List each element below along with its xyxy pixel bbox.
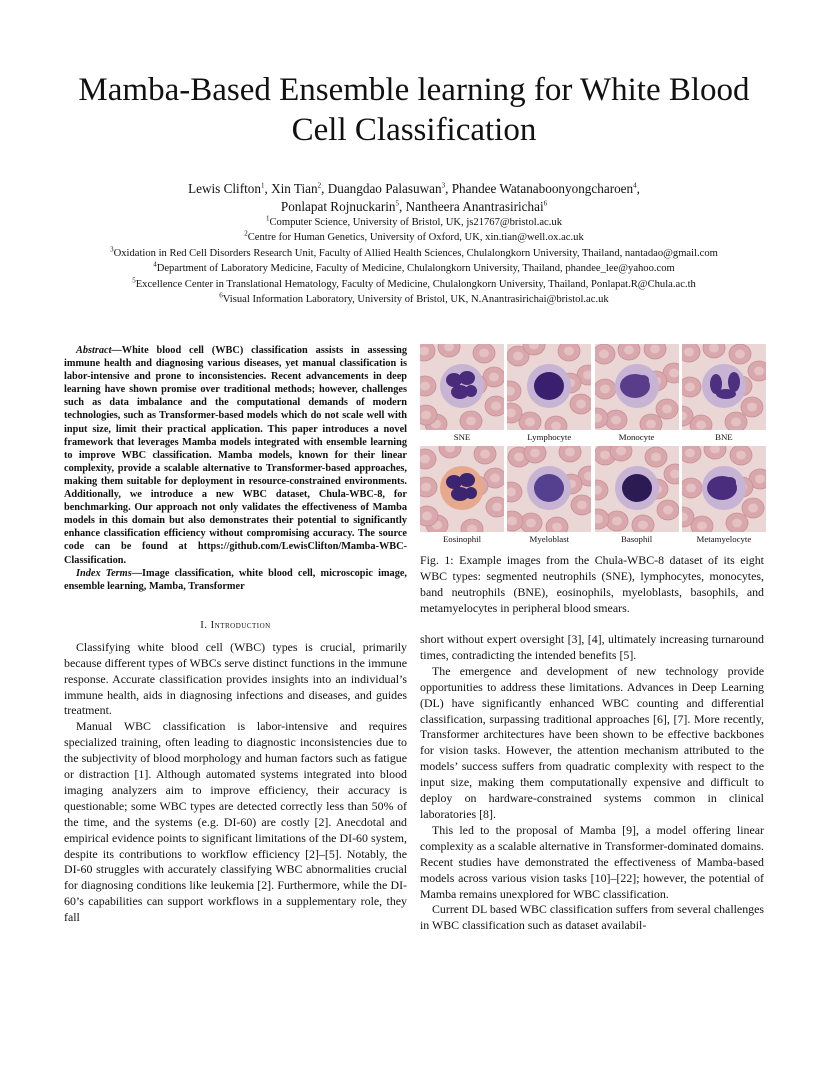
abstract-text: —White blood cell (WBC) classification assists in assessing immune health and diagnosing various diseases, yet manual classification is labor-intensive and prone to inconsistencies. Recent advancements in deep learning have shown promise over traditional methods; however, challenges such as data imbalance and the computational demands of modern technologies, such as Transformer-based models which do not scale well with input size, limit their practical application. This paper introduces a novel framework that leverages Mamba models integrated with ensemble learning to improve WBC classification. Mamba models, known for their linear complexity, provide a scalable alternative to Transformer-based approaches, making them suitable for deployment in resource-constrained environments. Additionally, we introduce a new WBC dataset, Chula-WBC-8, for benchmarking. Our approach not only validates the effectiveness of Mamba models in this domain but also demonstrates their potential to significantly enhance classification efficiency without compromising accuracy. The source code can be found at https://github.com/LewisClifton/Mamba-WBC-Classification. — [64, 345, 407, 566]
abstract — [64, 344, 407, 567]
affiliation-sup: 2 — [244, 229, 248, 238]
title-line-2: Cell Classification — [291, 112, 537, 148]
figure-label-lymphocyte: Lymphocyte — [527, 432, 572, 442]
arxiv-id-text — [0, 280, 3, 760]
figure-label-sne: SNE — [453, 432, 471, 442]
affiliation — [30, 230, 798, 245]
figure-label-bne: BNE — [715, 432, 733, 442]
affiliation — [30, 215, 798, 230]
affiliation-text: Centre for Human Genetics, University of Oxford, UK, xin.tian@well.ox.ac.uk — [247, 232, 584, 244]
affiliation — [30, 292, 798, 307]
wbc-image-metamyelocyte — [682, 446, 766, 532]
figure-label-eosinophil: Eosinophil — [442, 534, 482, 544]
author-line-1: Lewis Clifton$^1$, Xin Tian$^2$, Duangdao Palasuwan$^3$, Phandee Watanaboonyongcharoen$^4$, — [188, 181, 640, 196]
wbc-image-eosinophil — [420, 446, 504, 532]
figure-label-monocyte: Monocyte — [618, 432, 655, 442]
left-column — [64, 344, 407, 926]
affiliation-sup: 6 — [219, 291, 223, 300]
affiliation — [30, 277, 798, 292]
affiliation — [30, 261, 798, 276]
body-paragraph: Current DL based WBC classification suffers from several challenges in WBC classification such as dataset availabil- — [420, 902, 764, 933]
affiliation-sup: 4 — [153, 260, 157, 269]
wbc-image-sne — [420, 344, 504, 430]
index-terms-label: Index Terms — [76, 567, 132, 579]
author-sup: 5 — [395, 199, 399, 208]
body-paragraph: The emergence and development of new technology provide opportunities to address these limitations. Advances in Deep Learning (DL) have significantly enhanced WBC counting and differential classification, surpassing traditional approaches [6], [7]. More recently, Transformer architectures have been shown to be effective backbones for vision tasks. However, the attention mechanism attributed to the models’ success suffers from quadratic complexity with respect to the input size, making them computationally expensive and difficult to deploy on hardware-constrained systems common in clinical laboratories [8]. — [420, 663, 764, 821]
author-name: Phandee Watanaboonyongcharoen — [451, 181, 634, 196]
author-name: Duangdao Palasuwan — [327, 181, 442, 196]
author-sup: 4 — [633, 181, 637, 190]
title-line-1: Mamba-Based Ensemble learning for White Blood — [78, 72, 750, 108]
author-name: Nantheera Anantrasirichai — [405, 199, 544, 214]
abstract-label: Abstract — [76, 345, 112, 356]
figure-label-metamyelocyte: Metamyelocyte — [696, 534, 752, 544]
author-name: Ponlapat Rojnuckarin — [280, 199, 396, 214]
author-sup: 6 — [543, 199, 548, 208]
body-paragraph: short without expert oversight [3], [4], ultimately increasing turnaround times, contradicting the intended benefits [5]. — [420, 632, 764, 662]
figure-label-myeloblast: Myeloblast — [529, 534, 570, 544]
author-sup: 1 — [260, 181, 265, 190]
figure-caption: Fig. 1: Example images from the Chula-WBC-8 dataset of its eight WBC types: segmented neutrophils (SNE), lymphocytes, monocytes, band neutrophils (BNE), eosinophils, myeloblasts, basophils, and metamyelocytes in peripheral blood smears. — [420, 553, 764, 615]
author-name: Lewis Clifton — [188, 181, 261, 196]
paper-title — [60, 70, 768, 150]
author-sup: 3 — [441, 181, 446, 190]
body-paragraph: Classifying white blood cell (WBC) types is crucial, primarily because different types of WBCs serve distinct functions in the immune response. Accurate classification provides insights into an individual’s immune health, aids in diagnosing infections and diseases, and guides treatment. — [64, 639, 407, 718]
author-list — [40, 180, 788, 216]
body-paragraph: This led to the proposal of Mamba [9], a model offering linear complexity as a scalable alternative in Transformer-dominated domains. Recent studies have demonstrated the effectiveness of Mamba-based models across various vision tasks [10]–[22]; however, the potential of Mamba remains unexplored for WBC classification. — [420, 822, 764, 901]
affiliation-text: Excellence Center in Translational Hematology, Faculty of Medicine, Chulalongkorn University, Thailand, Ponlapat.R@Chula.ac.th — [135, 278, 696, 290]
affiliation-list — [30, 215, 798, 307]
body-paragraph: Manual WBC classification is labor-intensive and requires specialized training, often leading to diagnostic inconsistencies due to the subjectivity of blood morphology and human factors such as fatigue or distraction [1]. Although automated systems integrated into blood imaging analyzers aim to improve efficiency, their accuracy is questionable; some WBC types are detected correctly less than 50% of the time, and the systems (e.g. DI-60) are costly [2]. Anecdotal and empirical evidence points to significant limitations of the DI-60 system, despite its contributions to workflow efficiency [2]–[5]. Notably, the DI-60 struggles with accurately classifying WBC abnormalities crucial for diagnosing conditions like leukemia [2]. Furthermore, while the DI-60’s capabilities can support workflows in a supplementary role, they fall — [64, 719, 407, 925]
wbc-image-bne — [682, 344, 766, 430]
wbc-image-myeloblast — [507, 446, 591, 532]
wbc-image-monocyte — [595, 344, 679, 430]
index-terms — [64, 567, 407, 593]
affiliation-sup: 3 — [110, 245, 114, 254]
affiliation-text: Department of Laboratory Medicine, Faculty of Medicine, Chulalongkorn University, Thailand, phandee_lee@yahoo.com — [156, 263, 675, 275]
index-terms-text: —Image classification, white blood cell, microscopic image, ensemble learning, Mamba, Transformer — [64, 567, 407, 592]
right-column — [420, 344, 764, 934]
affiliation — [30, 246, 798, 261]
affiliation-text: Oxidation in Red Cell Disorders Research Unit, Faculty of Allied Health Sciences, Chulalongkorn University, Thailand, nantadao@gmail.com — [113, 247, 718, 259]
author-sup: 2 — [317, 181, 322, 190]
wbc-image-lymphocyte — [507, 344, 591, 430]
wbc-image-basophil — [595, 446, 679, 532]
author-name: Xin Tian — [271, 181, 318, 196]
section-title: I. Introduction — [200, 619, 271, 631]
affiliation-sup: 5 — [132, 276, 136, 285]
affiliation-text: Computer Science, University of Bristol, UK, js21767@bristol.ac.uk — [269, 217, 562, 228]
figure-1 — [420, 344, 764, 544]
figure-label-basophil: Basophil — [620, 534, 653, 544]
affiliation-sup: 1 — [265, 214, 270, 223]
affiliation-text: Visual Information Laboratory, University of Bristol, UK, N.Anantrasirichai@bristol.ac.uk — [222, 294, 609, 306]
section-heading — [64, 620, 407, 631]
author-line-2: Ponlapat Rojnuckarin$^5$, Nantheera Anantrasirichai$^6$ — [280, 199, 548, 214]
